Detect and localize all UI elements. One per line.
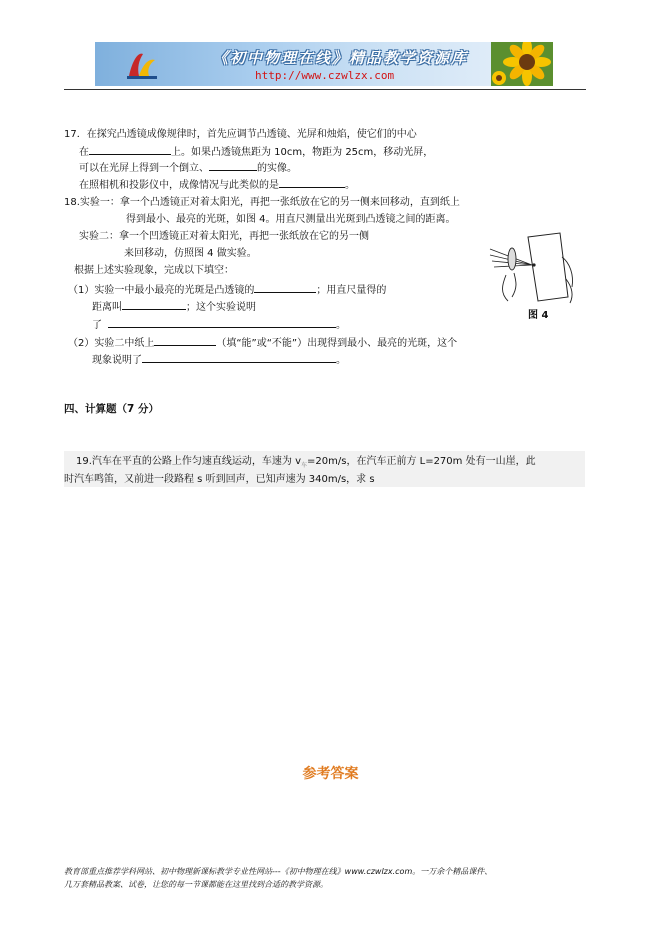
q19-line1: 19.汽车在平直的公路上作匀速直线运动，车速为 $v_车=20m/s$，在汽车正前方 L=270m 处有一山崖，此	[76, 456, 536, 469]
q18-part1-line3: 了 。	[92, 320, 346, 331]
q18-blank-4[interactable]	[154, 336, 216, 346]
q18-part2-line1: （2）实验二中纸上 （填“能”或“不能”）出现得到最小、最亮的光斑，这个	[68, 338, 458, 349]
q17-line3: 可以在光屏上得到一个倒立、 的实像。	[79, 163, 297, 174]
q18-blank-3[interactable]	[108, 318, 336, 328]
q17-blank-2[interactable]	[209, 161, 257, 171]
q17-line4: 在照相机和投影仪中，成像情况与此类似的是 。	[79, 180, 355, 191]
banner-title: 《初中物理在线》精品教学资源库	[213, 49, 469, 67]
q18-line4: 来回移动，仿照图 4 做实验。	[124, 248, 257, 259]
footer-line2: 几万套精品教案、试卷，让您的每一节课都能在这里找到合适的教学资源。	[64, 880, 328, 889]
figure-4-caption: 图 4	[528, 310, 549, 321]
q17-blank-1[interactable]	[89, 145, 171, 155]
q17-line2: 在 上。如果凸透镜焦距为 10cm，物距为 25cm，移动光屏，	[79, 147, 434, 158]
banner-url[interactable]: http://www.czwlzx.com	[255, 69, 395, 82]
header-divider	[64, 89, 586, 90]
figure-4-lens-experiment	[488, 227, 578, 307]
q18-line3: 实验二：拿一个凹透镜正对着太阳光，再把一张纸放在它的另一侧	[79, 231, 369, 242]
q17-line1: 17．在探究凸透镜成像规律时，首先应调节凸透镜、光屏和烛焰，使它们的中心	[64, 129, 417, 140]
q18-blank-5[interactable]	[142, 353, 336, 363]
answer-heading: 参考答案	[302, 766, 359, 782]
footer-line1: 教育部重点推荐学科网站、初中物理新课标教学专业性网站---《初中物理在线》www.czwlzx.com。一万余个精品课件、	[64, 867, 493, 876]
section-4-title: 四、计算题（7 分）	[64, 403, 159, 415]
q19-line2: 时汽车鸣笛，又前进一段路程 s 听到回声，已知声速为 340m/s，求 s	[64, 474, 375, 485]
q17-blank-3[interactable]	[279, 178, 345, 188]
q18-blank-1[interactable]	[254, 283, 316, 293]
q18-line1: 18.实验一：拿一个凸透镜正对着太阳光，再把一张纸放在它的另一侧来回移动，直到纸上	[64, 197, 460, 208]
header-banner	[95, 42, 553, 86]
q18-part2-line2: 现象说明了 。	[92, 355, 346, 366]
q18-line5: 根据上述实验现象，完成以下填空：	[74, 265, 234, 276]
sunflower-icon	[491, 42, 553, 86]
site-logo-icon	[125, 48, 159, 80]
q18-part1-line1: （1）实验一中最小最亮的光斑是凸透镜的 ；用直尺量得的	[68, 285, 387, 296]
q18-part1-line2: 距离叫 ；这个实验说明	[92, 302, 256, 313]
q18-line2: 得到最小、最亮的光斑，如图 4。用直尺测量出光斑到凸透镜之间的距离。	[126, 214, 456, 225]
q18-blank-2[interactable]	[122, 300, 186, 310]
